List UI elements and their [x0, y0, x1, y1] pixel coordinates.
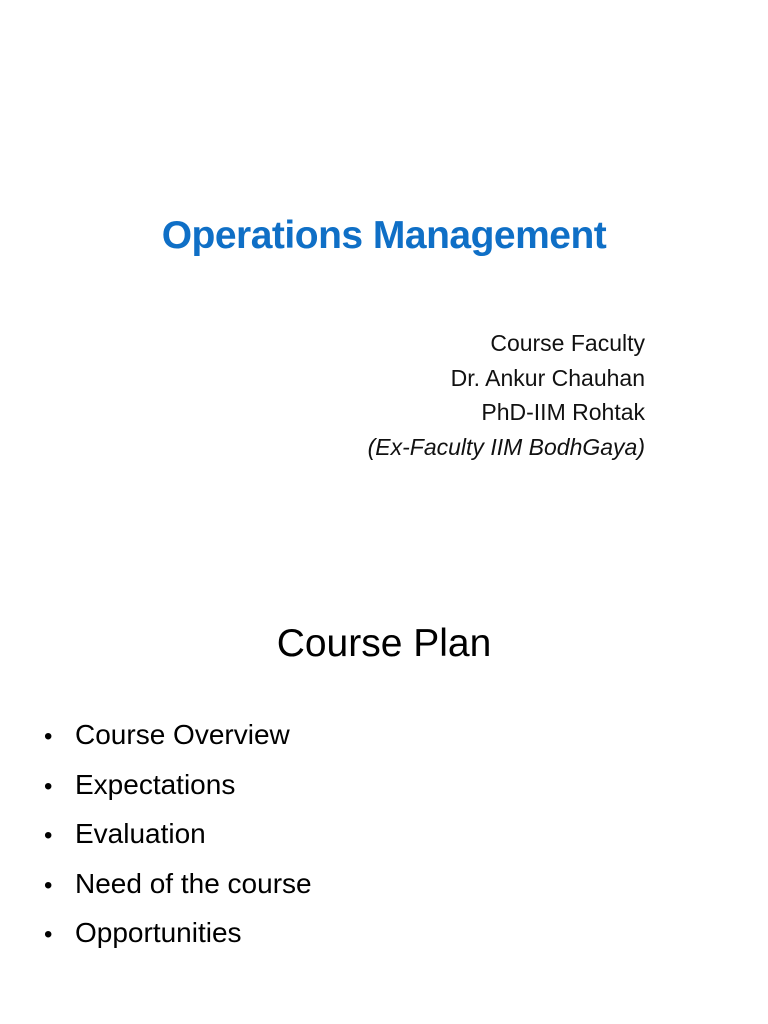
course-plan-slide [0, 512, 768, 1024]
list-item [44, 915, 312, 965]
bullet-icon: • [44, 723, 53, 750]
faculty-degree: PhD-IIM Rohtak [481, 399, 645, 425]
list-item-text: Evaluation [75, 818, 206, 849]
list-item-text: Expectations [75, 768, 236, 800]
list-item-text: Course Overview [75, 719, 290, 750]
course-plan-list [44, 717, 312, 965]
bullet-icon: • [44, 921, 53, 948]
faculty-info [368, 326, 645, 464]
list-item [44, 767, 312, 817]
slide-title: Operations Management [161, 214, 607, 257]
faculty-affiliation: (Ex-Faculty IIM BodhGaya) [367, 433, 645, 460]
faculty-name: Dr. Ankur Chauhan [450, 364, 645, 391]
faculty-label: Course Faculty [490, 330, 645, 356]
bullet-icon: • [44, 822, 53, 849]
list-item [44, 816, 312, 866]
course-plan-title: Course Plan [276, 622, 492, 665]
list-item-text: Need of the course [75, 867, 312, 899]
bullet-icon: • [44, 871, 53, 899]
list-item [44, 866, 312, 916]
list-item [44, 717, 312, 767]
bullet-icon: • [44, 772, 53, 800]
list-item-text: Opportunities [75, 917, 242, 948]
